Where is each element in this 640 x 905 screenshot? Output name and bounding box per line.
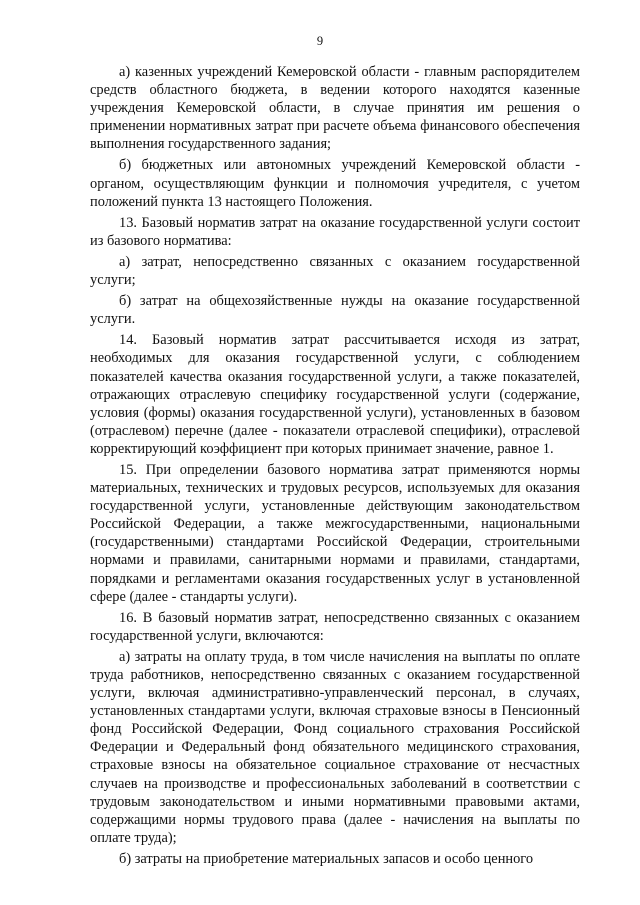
- paragraph-12a: а) казенных учреждений Кемеровской области - главным распорядителем средств областного бюджета, в ведении которого находятся казенные учреждения Кемеровской области, в случае принятия им решения о применении нормативных затрат при расчете объема финансового обеспечения выполнения государственного задания;: [90, 64, 580, 153]
- paragraph-13: 13. Базовый норматив затрат на оказание государственной услуги состоит из базового норматива:: [90, 214, 580, 249]
- paragraph-14: 14. Базовый норматив затрат рассчитывается исходя из затрат, необходимых для оказания государственной услуги, с соблюдением показателей качества оказания государственной услуги, а также показателей, отражающих отраслевую специфику государственной услуги (содержание, условия (формы) оказания государственной услуги), установленных в базовом (отраслевом) перечне (далее - показатели отраслевой специфики), отраслевой корректирующий коэффициент при которых принимает значение, равное 1.: [90, 332, 580, 457]
- paragraph-16b: б) затраты на приобретение материальных запасов и особо ценного: [119, 850, 534, 867]
- page-number: 9: [316, 34, 324, 48]
- paragraph-12b: б) бюджетных или автономных учреждений Кемеровской области - органом, осуществляющим функции и полномочия учредителя, с учетом положений пункта 13 настоящего Положения.: [90, 157, 580, 210]
- paragraph-13b: б) затрат на общехозяйственные нужды на оказание государственной услуги.: [90, 293, 580, 328]
- paragraph-16a: а) затраты на оплату труда, в том числе начисления на выплаты по оплате труда работников, непосредственно связанных с оказанием государственной услуги, включая административно-управленческий персонал, в случаях, установленных стандартами услуги, включая страховые взносы в Пенсионный фонд Российской Федерации, Фонд социального страхования Российской Федерации и Федеральный фонд обязательного медицинского страхования, страховые взносы на обязательное социальное страхование от несчастных случаев на производстве и профессиональных заболеваний в соответствии с трудовым законодательством и иными нормативными правовыми актами, содержащими нормы трудового права (далее - начисления на выплаты по оплате труда);: [90, 648, 580, 846]
- paragraph-16: 16. В базовый норматив затрат, непосредственно связанных с оказанием государственной услуги, включаются:: [90, 609, 580, 644]
- paragraph-15: 15. При определении базового норматива затрат применяются нормы материальных, технических и трудовых ресурсов, используемых для оказания государственной услуги, установленные действующим законодательством Российской Федерации, а также межгосударственными, национальными (государственными) стандартами Российской Федерации, строительными нормами и правилами, санитарными нормами и правилами, стандартами, порядками и регламентами оказания государственных услуг в установленной сфере (далее - стандарты услуги).: [90, 461, 580, 605]
- paragraph-13a: а) затрат, непосредственно связанных с оказанием государственной услуги;: [90, 253, 580, 289]
- document-body: [90, 63, 580, 868]
